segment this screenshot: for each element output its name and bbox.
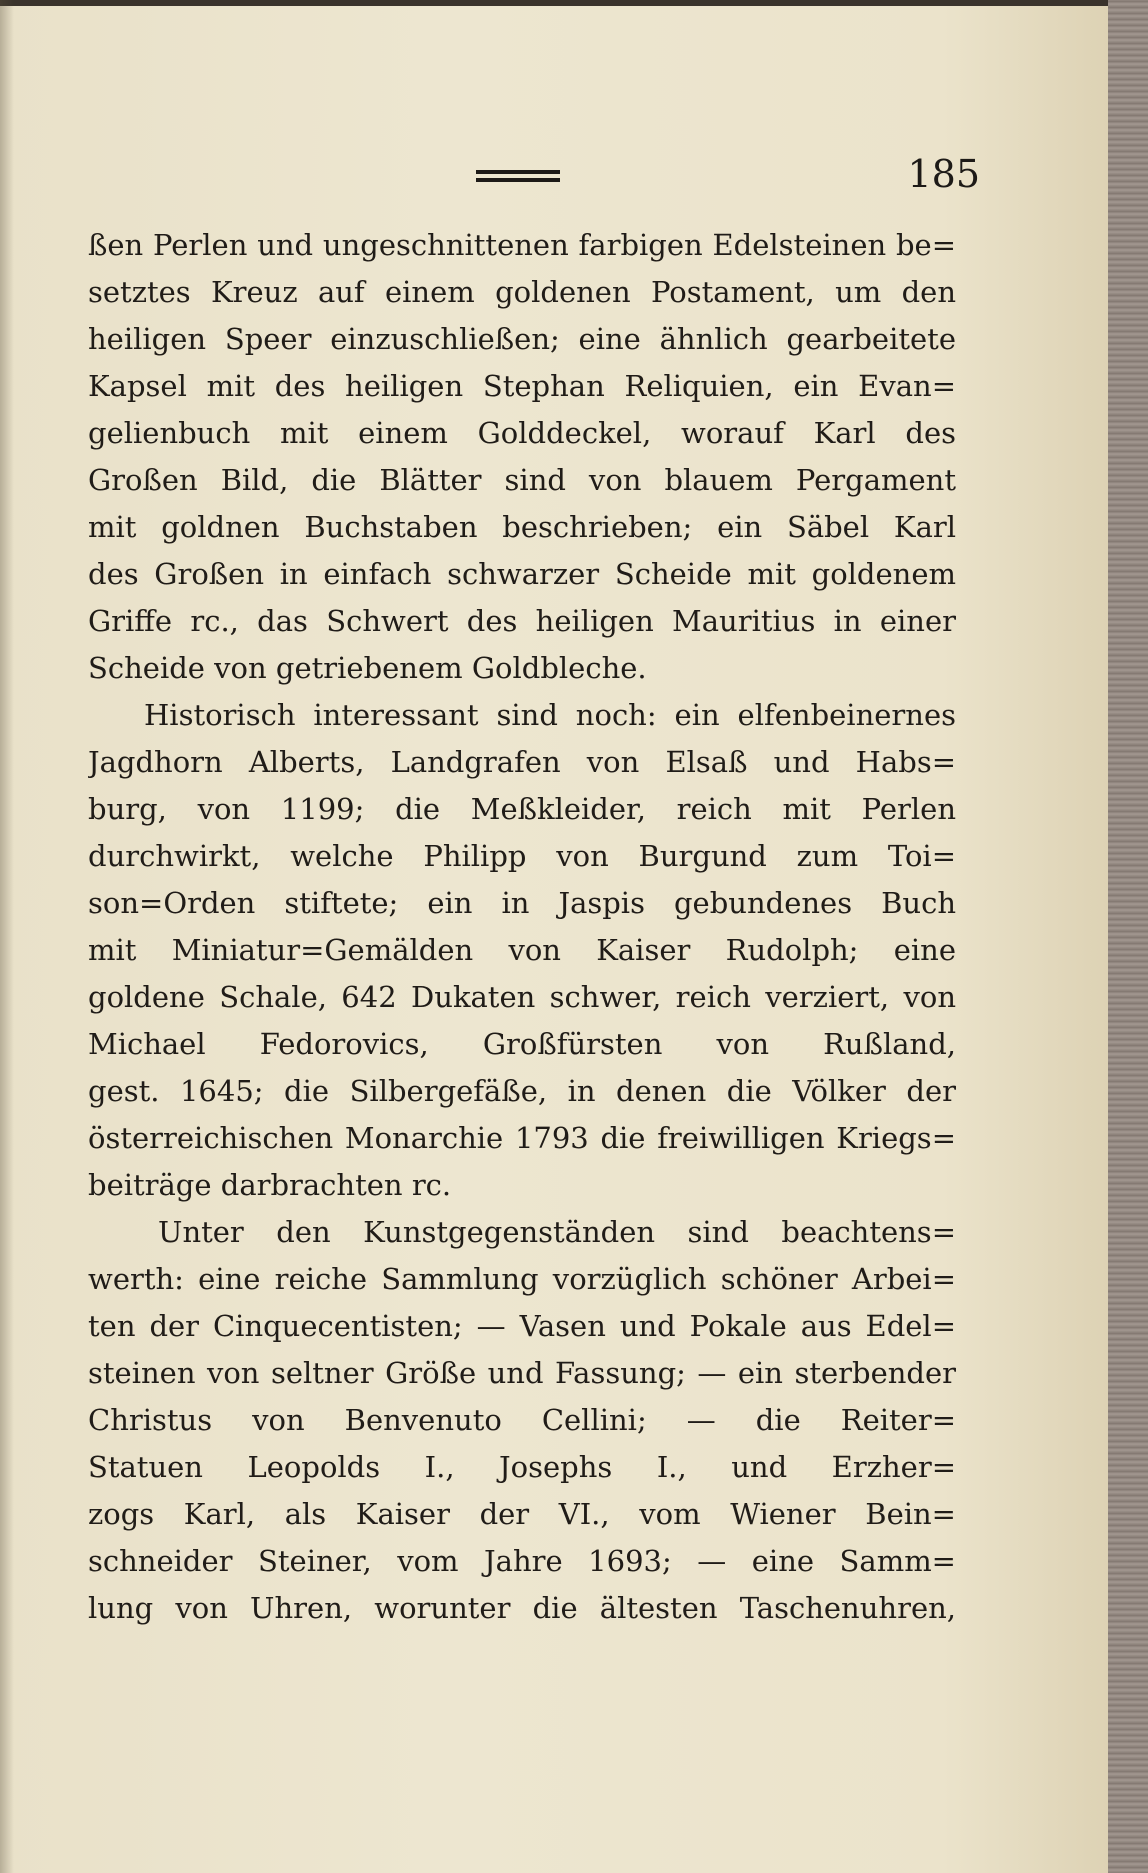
text-line: Unter den Kunstgegenständen sind beachtens=: [158, 1215, 956, 1249]
text-line: steinen von seltner Größe und Fassung; — ein sterbender: [88, 1356, 956, 1390]
text-line: Michael Fedorovics, Großfürsten von Rußland,: [88, 1027, 956, 1061]
text-line: werth: eine reiche Sammlung vorzüglich schöner Arbei=: [88, 1262, 956, 1296]
text-line: Statuen Leopolds I., Josephs I., und Erzher=: [88, 1450, 956, 1484]
text-line: Großen Bild, die Blätter sind von blauem Pergament: [88, 463, 956, 497]
text-line: Jagdhorn Alberts, Landgrafen von Elsaß und Habs=: [88, 745, 956, 779]
text-line: Scheide von getriebenem Goldbleche.: [88, 651, 647, 685]
text-line: lung von Uhren, worunter die ältesten Taschenuhren,: [88, 1591, 956, 1625]
text-line: Griffe rc., das Schwert des heiligen Mauritius in einer: [88, 604, 956, 638]
header-rule: [476, 170, 560, 182]
text-line: des Großen in einfach schwarzer Scheide mit goldenem: [88, 557, 956, 591]
gutter-shadow: [0, 0, 14, 1873]
text-line: Christus von Benvenuto Cellini; — die Reiter=: [88, 1403, 956, 1437]
text-line: durchwirkt, welche Philipp von Burgund zum Toi=: [88, 839, 956, 873]
body-text: [88, 222, 956, 1632]
text-line: son=Orden stiftete; ein in Jaspis gebundenes Buch: [88, 886, 956, 920]
text-line: mit Miniatur=Gemälden von Kaiser Rudolph; eine: [88, 933, 956, 967]
page-number: 185: [907, 152, 980, 196]
text-line: österreichischen Monarchie 1793 die freiwilligen Kriegs=: [88, 1121, 956, 1155]
text-line: schneider Steiner, vom Jahre 1693; — eine Samm=: [88, 1544, 956, 1578]
text-line: ten der Cinquecentisten; — Vasen und Pokale aus Edel=: [88, 1309, 956, 1343]
text-line: mit goldnen Buchstaben beschrieben; ein Säbel Karl: [88, 510, 956, 544]
text-line: Kapsel mit des heiligen Stephan Reliquien, ein Evan=: [88, 369, 956, 403]
text-line: ßen Perlen und ungeschnittenen farbigen Edelsteinen be=: [88, 228, 956, 262]
text-line: setztes Kreuz auf einem goldenen Postament, um den: [88, 275, 956, 309]
text-line: gest. 1645; die Silbergefäße, in denen die Völker der: [88, 1074, 956, 1108]
text-line: beiträge darbrachten rc.: [88, 1168, 452, 1202]
text-line: burg, von 1199; die Meßkleider, reich mit Perlen: [88, 792, 956, 826]
text-line: heiligen Speer einzuschließen; eine ähnlich gearbeitete: [88, 322, 956, 356]
text-line: gelienbuch mit einem Golddeckel, worauf Karl des: [88, 416, 956, 450]
text-line: goldene Schale, 642 Dukaten schwer, reich verziert, von: [88, 980, 956, 1014]
text-line: Historisch interessant sind noch: ein elfenbeinernes: [144, 698, 956, 732]
text-line: zogs Karl, als Kaiser der VI., vom Wiener Bein=: [88, 1497, 956, 1531]
page-edge: [1108, 0, 1148, 1873]
